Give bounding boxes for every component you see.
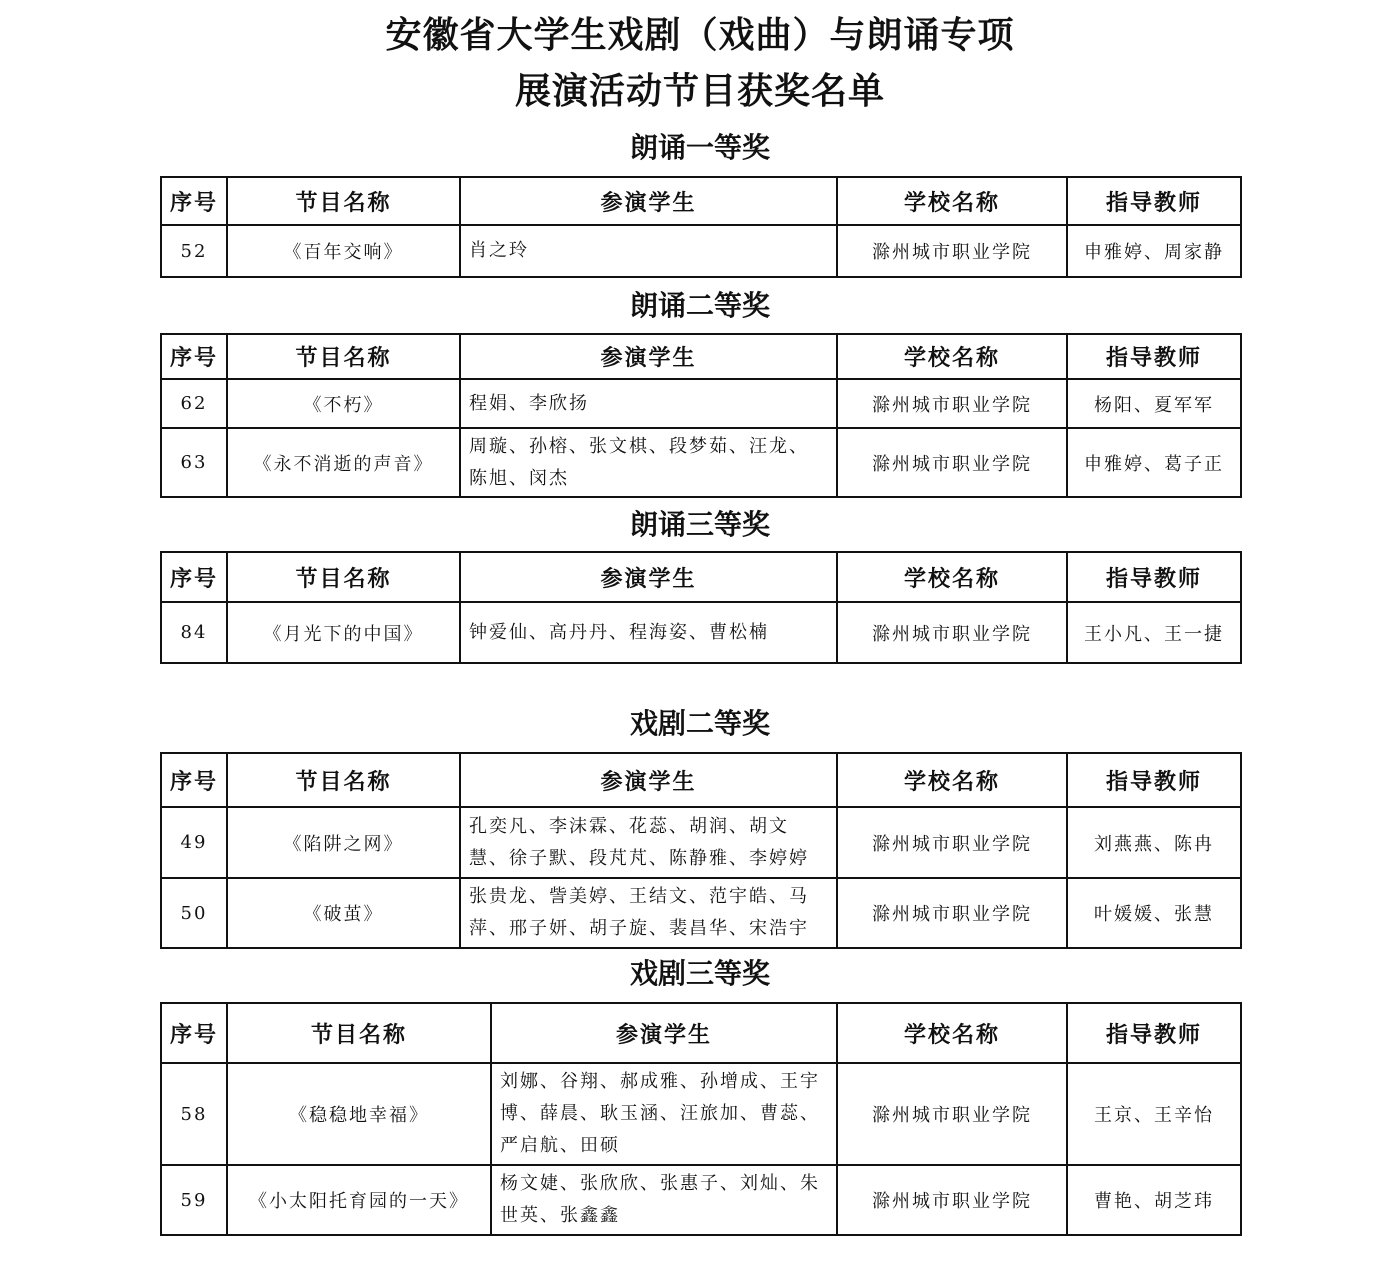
cell-teachers: 申雅婷、葛子正: [1067, 428, 1241, 497]
cell-teachers: 王京、王辛怡: [1067, 1063, 1241, 1165]
cell-program: 《百年交响》: [227, 225, 460, 277]
award-table-recitation-second-prize: [160, 333, 1242, 498]
header-school: 学校名称: [837, 334, 1067, 379]
cell-students: 程娟、李欣扬: [460, 379, 837, 428]
table-row: [161, 807, 1241, 878]
cell-students: 孔奕凡、李沫霖、花蕊、胡润、胡文慧、徐子默、段芃芃、陈静雅、李婷婷: [460, 807, 837, 878]
award-table-recitation-third-prize: [160, 551, 1242, 664]
section-heading-drama-second-prize: 戏剧二等奖: [629, 707, 770, 740]
table-header-row: [161, 1003, 1241, 1063]
header-num: 序号: [161, 334, 227, 379]
cell-teachers: 曹艳、胡芝玮: [1067, 1165, 1241, 1235]
document-title-line2: 展演活动节目获奖名单: [514, 71, 885, 112]
cell-teachers: 申雅婷、周家静: [1067, 225, 1241, 277]
table-row: [161, 225, 1241, 277]
header-program: 节目名称: [227, 1003, 491, 1063]
cell-program: 《破茧》: [227, 878, 460, 948]
cell-program: 《不朽》: [227, 379, 460, 428]
cell-school: 滁州城市职业学院: [837, 878, 1067, 948]
table-row: [161, 878, 1241, 948]
cell-num: 58: [161, 1063, 227, 1165]
header-program: 节目名称: [227, 334, 460, 379]
header-num: 序号: [161, 1003, 227, 1063]
table-header-row: [161, 334, 1241, 379]
header-school: 学校名称: [837, 753, 1067, 807]
table-row: [161, 1063, 1241, 1165]
table-row: [161, 1165, 1241, 1235]
cell-school: 滁州城市职业学院: [837, 807, 1067, 878]
award-table-drama-second-prize: [160, 752, 1242, 949]
cell-program: 《陷阱之网》: [227, 807, 460, 878]
cell-num: 62: [161, 379, 227, 428]
header-students: 参演学生: [460, 334, 837, 379]
table-row: [161, 379, 1241, 428]
header-teachers: 指导教师: [1067, 753, 1241, 807]
cell-school: 滁州城市职业学院: [837, 428, 1067, 497]
section-heading-recitation-second-prize: 朗诵二等奖: [629, 289, 770, 322]
cell-num: 63: [161, 428, 227, 497]
header-students: 参演学生: [460, 552, 837, 602]
section-heading-recitation-third-prize: 朗诵三等奖: [629, 508, 770, 541]
cell-students: 肖之玲: [460, 225, 837, 277]
cell-school: 滁州城市职业学院: [837, 225, 1067, 277]
cell-num: 59: [161, 1165, 227, 1235]
cell-students: 周璇、孙榕、张文棋、段梦茹、汪龙、陈旭、闵杰: [460, 428, 837, 497]
header-school: 学校名称: [837, 1003, 1067, 1063]
cell-teachers: 王小凡、王一捷: [1067, 602, 1241, 663]
cell-program: 《月光下的中国》: [227, 602, 460, 663]
header-school: 学校名称: [837, 177, 1067, 225]
cell-school: 滁州城市职业学院: [837, 379, 1067, 428]
cell-students: 钟爱仙、高丹丹、程海姿、曹松楠: [460, 602, 837, 663]
section-heading-drama-third-prize: 戏剧三等奖: [629, 957, 770, 990]
cell-program: 《永不消逝的声音》: [227, 428, 460, 497]
table-row: [161, 602, 1241, 663]
cell-program: 《稳稳地幸福》: [227, 1063, 491, 1165]
header-students: 参演学生: [460, 753, 837, 807]
table-header-row: [161, 753, 1241, 807]
cell-school: 滁州城市职业学院: [837, 1063, 1067, 1165]
header-num: 序号: [161, 753, 227, 807]
award-table-recitation-first-prize: [160, 176, 1242, 278]
cell-school: 滁州城市职业学院: [837, 1165, 1067, 1235]
award-table-drama-third-prize: [160, 1002, 1242, 1236]
cell-program: 《小太阳托育园的一天》: [227, 1165, 491, 1235]
cell-students: 张贵龙、訾美婷、王结文、范宇皓、马萍、邢子妍、胡子旋、裴昌华、宋浩宇: [460, 878, 837, 948]
cell-teachers: 杨阳、夏军军: [1067, 379, 1241, 428]
header-teachers: 指导教师: [1067, 177, 1241, 225]
cell-students: 杨文婕、张欣欣、张惠子、刘灿、朱世英、张鑫鑫: [491, 1165, 837, 1235]
cell-num: 52: [161, 225, 227, 277]
cell-students: 刘娜、谷翔、郝成雅、孙增成、王宇博、薛晨、耿玉涵、汪旅加、曹蕊、严启航、田硕: [491, 1063, 837, 1165]
table-header-row: [161, 552, 1241, 602]
header-program: 节目名称: [227, 177, 460, 225]
header-teachers: 指导教师: [1067, 1003, 1241, 1063]
table-row: [161, 428, 1241, 497]
header-school: 学校名称: [837, 552, 1067, 602]
table-header-row: [161, 177, 1241, 225]
cell-num: 50: [161, 878, 227, 948]
header-teachers: 指导教师: [1067, 334, 1241, 379]
section-heading-recitation-first-prize: 朗诵一等奖: [629, 131, 770, 164]
cell-num: 84: [161, 602, 227, 663]
header-num: 序号: [161, 177, 227, 225]
header-teachers: 指导教师: [1067, 552, 1241, 602]
header-program: 节目名称: [227, 552, 460, 602]
cell-teachers: 叶媛媛、张慧: [1067, 878, 1241, 948]
header-students: 参演学生: [491, 1003, 837, 1063]
document-title-line1: 安徽省大学生戏剧（戏曲）与朗诵专项: [385, 15, 1015, 56]
cell-school: 滁州城市职业学院: [837, 602, 1067, 663]
cell-num: 49: [161, 807, 227, 878]
header-program: 节目名称: [227, 753, 460, 807]
cell-teachers: 刘燕燕、陈冉: [1067, 807, 1241, 878]
header-num: 序号: [161, 552, 227, 602]
header-students: 参演学生: [460, 177, 837, 225]
